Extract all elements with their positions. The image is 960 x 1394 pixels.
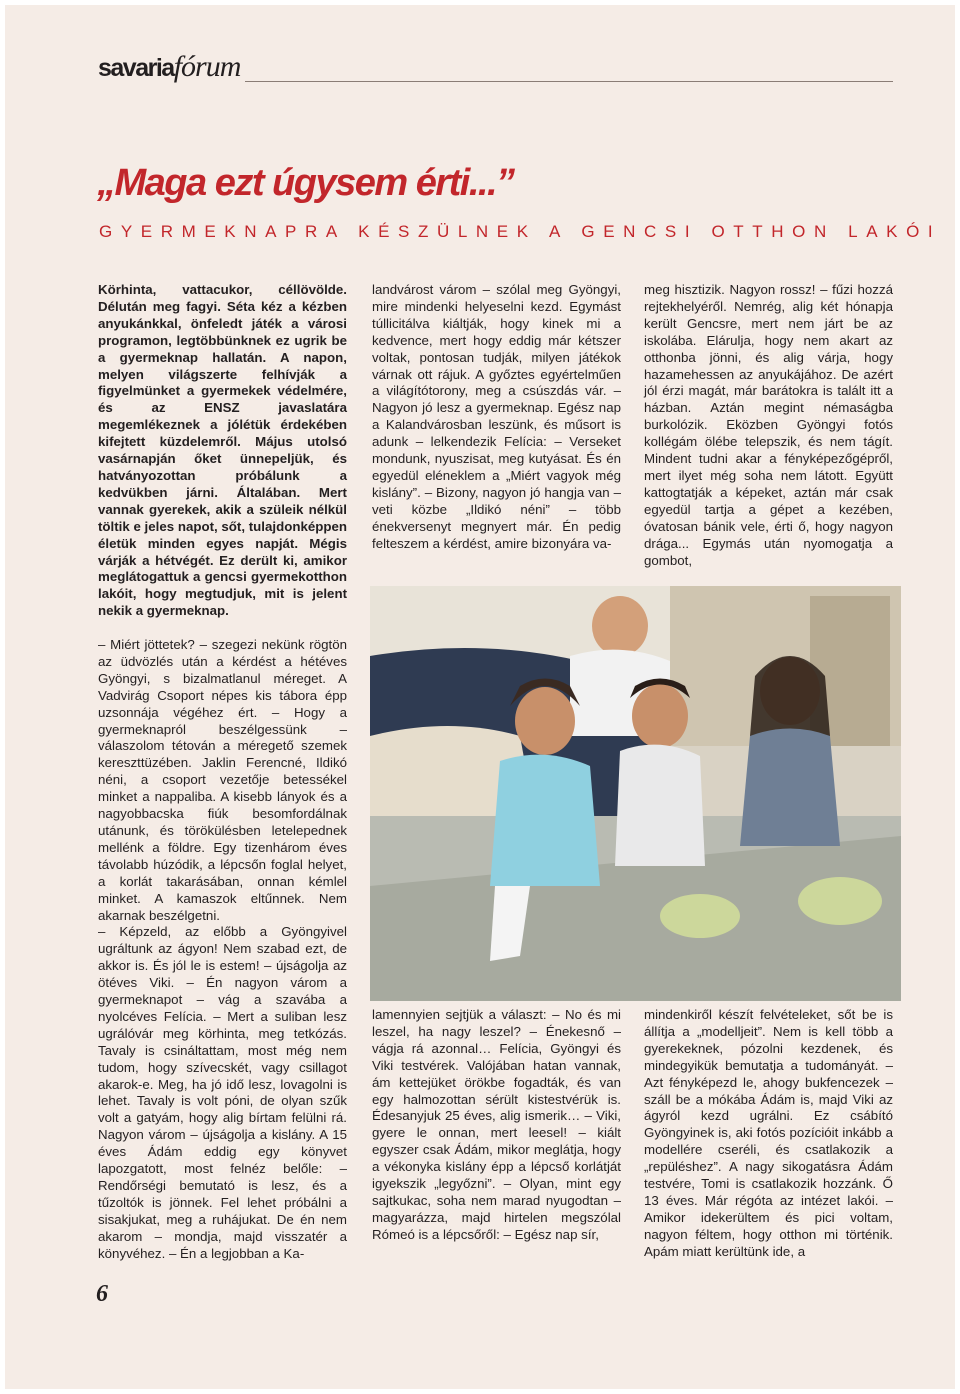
column-2-bottom-text: lamennyien sejtjük a választ: – No és mi leszel, ha nagy leszel? – Énekesnő – vágja rá azonnal… Felícia, Gyöngyi és Viki testvérek. Valójában hatan vannak, ám kettejüket örökbe fogadták, és van egy halmozottan sérült kistestvérük is. Édesanyjuk 25 éves, alig ismerik… – Viki, gyere le onnan, mert leesel! – kiált egyszer csak Ádám, mikor meglátja, hogy a vékonyka kislány épp a lépcső korlátját igyekszik „legyőzni”. – Olyan, mint egy sajtkukac, soha nem marad nyugodtan – magyarázza, majd hirtelen megszólal Rómeó is a lépcsőről: – Egész nap sír, [372, 1007, 621, 1242]
lead-paragraph: Körhinta, vattacukor, céllövölde. Délután meg fagyi. Séta kéz a kézben anyukánkkal, önfeledt játék a városi programon, legtöbbünknek ez ugrik be a gyermeknap hallatán. A napon, melyen világszerte felhívják a figyelmünket a gyermekek védelmére, és az ENSZ javaslatára megemlékeznek a jólétük érdekében kifejtett küzdelemről. Május utolsó vasárnapján őket ünnepeljük, és hatványozottan próbálunk a kedvükben járni. Általában. Mert vannak gyerekek, akik a szüleik nélkül töltik e jeles napot, sőt, tulajdonképpen életük minden egyes napját. Mégis várják a hétvégét. Ez derült ki, amikor meglátogattuk a gencsi gyermekotthon lakóit, hogy megtudjuk, mit is jelent nekik a gyermeknap. [98, 282, 347, 619]
masthead-forum: fórum [173, 50, 241, 83]
column-1-bottom [98, 637, 347, 1263]
article-lead [98, 282, 347, 620]
column-2-top [372, 282, 621, 553]
column-3-bottom-text: mindenkiről készít felvételeket, sőt be is állítja a „modelljeit”. Nem is kell több a gyerekeknek, pózolni kezdenek, és mindegyikük bemutatja a tudományát. – Azt fényképezd le, ahogy bukfencezek – száll be a mókába Ádám is, majd Viki az ágyról kezd ugrálni. Ez csábító Gyöngyinek is, aki fotós pozícióit inkább a modellére cseréli, és csatlakozik a „repüléshez”. A nagy sikogatásra Ádám testvére, Tomi is csatlakozik hozzánk. Ő 13 éves. Már régóta az intézet lakói. – Amikor idekerültem és pici voltam, nagyon féltem, hogy otthon mi történik. Apám miatt kerültünk ide, a [644, 1007, 893, 1259]
children-photo [370, 586, 901, 1001]
masthead-savaria: savaria [98, 54, 174, 82]
header-rule [245, 81, 893, 82]
column-1-paragraph-2: – Képzeld, az előbb a Gyöngyivel ugráltunk az ágyon! Nem szabad ezt, de akkor is. És jól le is estem! – újságolja az ötéves Viki. – Én nagyon várom a gyermeknapot – vág a szavába a nyolcéves Felícia. – Mert a suliban lesz ugrálóvár meg körhinta, meg tetkózás. Tavaly is csináltattam, most még nem tudom, hogy szívecskét, vagy csillagot akarok-e. Meg, ha jó idő lesz, lovagolni is lehet. Tavaly is volt póni, de olyan szűk volt a gatyám, hogy alig bírtam felülni rá. Nagyon várom – újságolja a kislány. A 15 éves Ádám eddig egy könyvet lapozgatott, most felnéz belőle: – Rendőrségi bemutató is lesz, és a tűzoltók is jönnek. Fel lehet próbálni a sisakjukat, meg a ruhájukat. De én nem akarom – mondja, majd visszatér a könyvéhez. – Én a legjobban a Ka- [98, 924, 347, 1261]
column-3-top-text: meg hisztizik. Nagyon rossz! – fűzi hozzá rejtekhelyéről. Nemrég, alig két hónapja került Gencsre, mert nem járt be az iskolába. Elárulja, hogy nem akart az otthonba jönni, és alig várja, hogy hazamehessen az anyukájához. De azért jól érzi magát, már barátokra is talált itt a házban. Aztán megint némaságba burkolózik. Eközben Gyöngyi fotós kollégám ölébe telepszik, és nem tágít. Mindent tudni akar a fényképezőgépről, mert ilyet még soha nem látott. Együtt kattogtatják a képeket, aztán már csak egyedül tartja a gépet a kezében, óvatosan bánik vele, érti ő, hogy nagyon drága... Egymás után nyomogatja a gombot, [644, 282, 893, 568]
column-3-top [644, 282, 893, 569]
article-kicker: GYERMEKNAPRA KÉSZÜLNEK A GENCSI OTTHON LAKÓI [99, 222, 942, 241]
column-2-top-text: landvárost várom – szólal meg Gyöngyi, mire mindenki helyeselni kezd. Egymást túllicitálva kiáltják, hogy kinek mi a kedvence, mert hogy eddig már kétszer voltak, pontosan tudják, milyen játékok várnak ott rájuk. A győztes egyértelműen a világítótorony, meg a csúszdás vár. – Nagyon jó lesz a gyermeknap. Egész nap a Kalandvárosban leszünk, és műsort is adunk – lelkendezik Felícia: – Verseket mondunk, nyuszisat, meg kutyásat. És én egyedül eléneklem a „Miért vagyok még kislány”. – Bizony, nagyon jó hangja van – veti közbe „Ildikó néni” – több énekversenyt megnyert már. Én pedig felteszem a kérdést, amire bizonyára va- [372, 282, 621, 551]
column-1-paragraph-1: – Miért jöttetek? – szegezi nekünk rögtön az üdvözlés után a kérdést a hétéves Gyöngyi, s bizalmatlanul méreget. A Vadvirág Csoport népes kis tábora épp uzsonnája végéhez ért. – Hogy a gyermeknapról beszélgessünk – válaszolom tétován a méregető szemek kereszttüzében. Jaklin Ferencné, Ildikó néni, a csoport vezetője betessékel minket a nappaliba. A kisebb lányok és a nagyobbacska fiúk besomfordálnak utánunk, és törökülésben letelepednek mellénk a földre. Egy tizenhárom éves távolabb húzódik, a lépcsőn foglal helyet, a korlát takarásában, onnan kémlel minket. A kamaszok eltűnnek. Nem akarnak beszélgetni. [98, 637, 347, 923]
column-2-bottom [372, 1007, 621, 1244]
page-number: 6 [96, 1281, 108, 1307]
column-3-bottom [644, 1007, 893, 1261]
children-photo-illustration [370, 586, 901, 1001]
article-title: „Maga ezt úgysem érti...” [97, 162, 514, 204]
magazine-masthead [98, 52, 240, 82]
